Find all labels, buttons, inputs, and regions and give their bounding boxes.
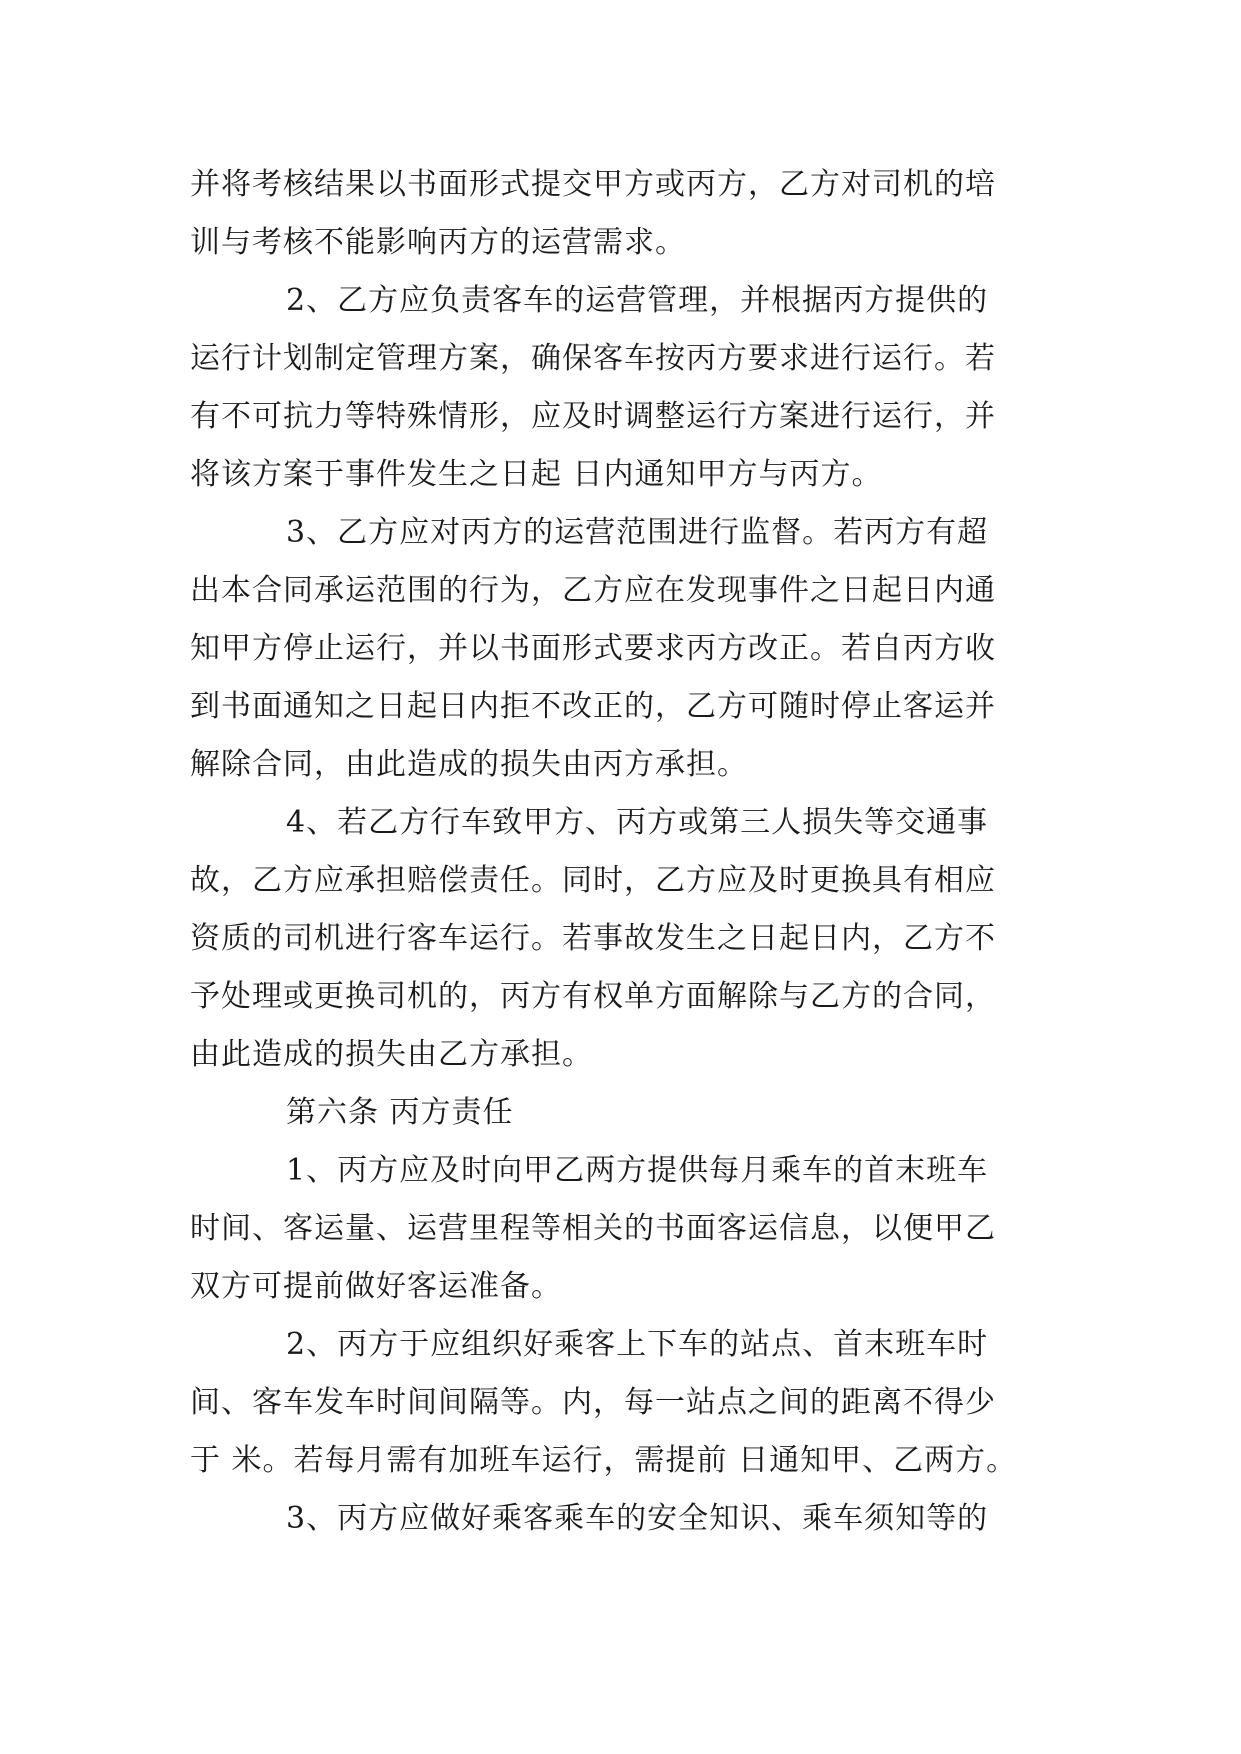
text-line: 间、客车发车时间间隔等。内，每一站点之间的距离不得少 [190,1385,996,1420]
text-line: 资质的司机进行客车运行。若事故发生之日起日内，乙方不 [190,921,996,956]
text-line: 第六条 丙方责任 [286,1095,514,1130]
text-line: 故，乙方应承担赔偿责任。同时，乙方应及时更换具有相应 [190,863,996,898]
text-line: 2、乙方应负责客车的运营管理，并根据丙方提供的 [286,283,989,318]
text-line: 时间、客运量、运营里程等相关的书面客运信息，以便甲乙 [190,1211,996,1246]
text-line: 将该方案于事件发生之日起 日内通知甲方与丙方。 [190,457,883,492]
text-line: 出本合同承运范围的行为，乙方应在发现事件之日起日内通 [190,573,996,608]
text-line: 1、丙方应及时向甲乙两方提供每月乘车的首末班车 [286,1153,989,1188]
text-line: 4、若乙方行车致甲方、丙方或第三人损失等交通事 [286,805,989,840]
text-line: 运行计划制定管理方案，确保客车按丙方要求进行运行。若 [190,341,996,376]
text-line: 解除合同，由此造成的损失由丙方承担。 [190,747,748,782]
document-body [190,156,1060,1548]
text-line: 3、丙方应做好乘客乘车的安全知识、乘车须知等的 [286,1501,989,1536]
text-line: 于 米。若每月需有加班车运行，需提前 日通知甲、乙两方。 [190,1443,1018,1478]
text-line: 有不可抗力等特殊情形，应及时调整运行方案进行运行，并 [190,399,996,434]
text-line: 到书面通知之日起日内拒不改正的，乙方可随时停止客运并 [190,689,996,724]
text-line: 予处理或更换司机的，丙方有权单方面解除与乙方的合同， [190,979,996,1014]
text-line: 双方可提前做好客运准备。 [190,1269,562,1304]
text-line: 训与考核不能影响丙方的运营需求。 [190,225,686,260]
text-line: 2、丙方于应组织好乘客上下车的站点、首末班车时 [286,1327,989,1362]
text-line: 知甲方停止运行，并以书面形式要求丙方改正。若自丙方收 [190,631,996,666]
text-line: 3、乙方应对丙方的运营范围进行监督。若丙方有超 [286,515,989,550]
text-line: 由此造成的损失由乙方承担。 [190,1037,593,1072]
text-line: 并将考核结果以书面形式提交甲方或丙方，乙方对司机的培 [190,167,996,202]
